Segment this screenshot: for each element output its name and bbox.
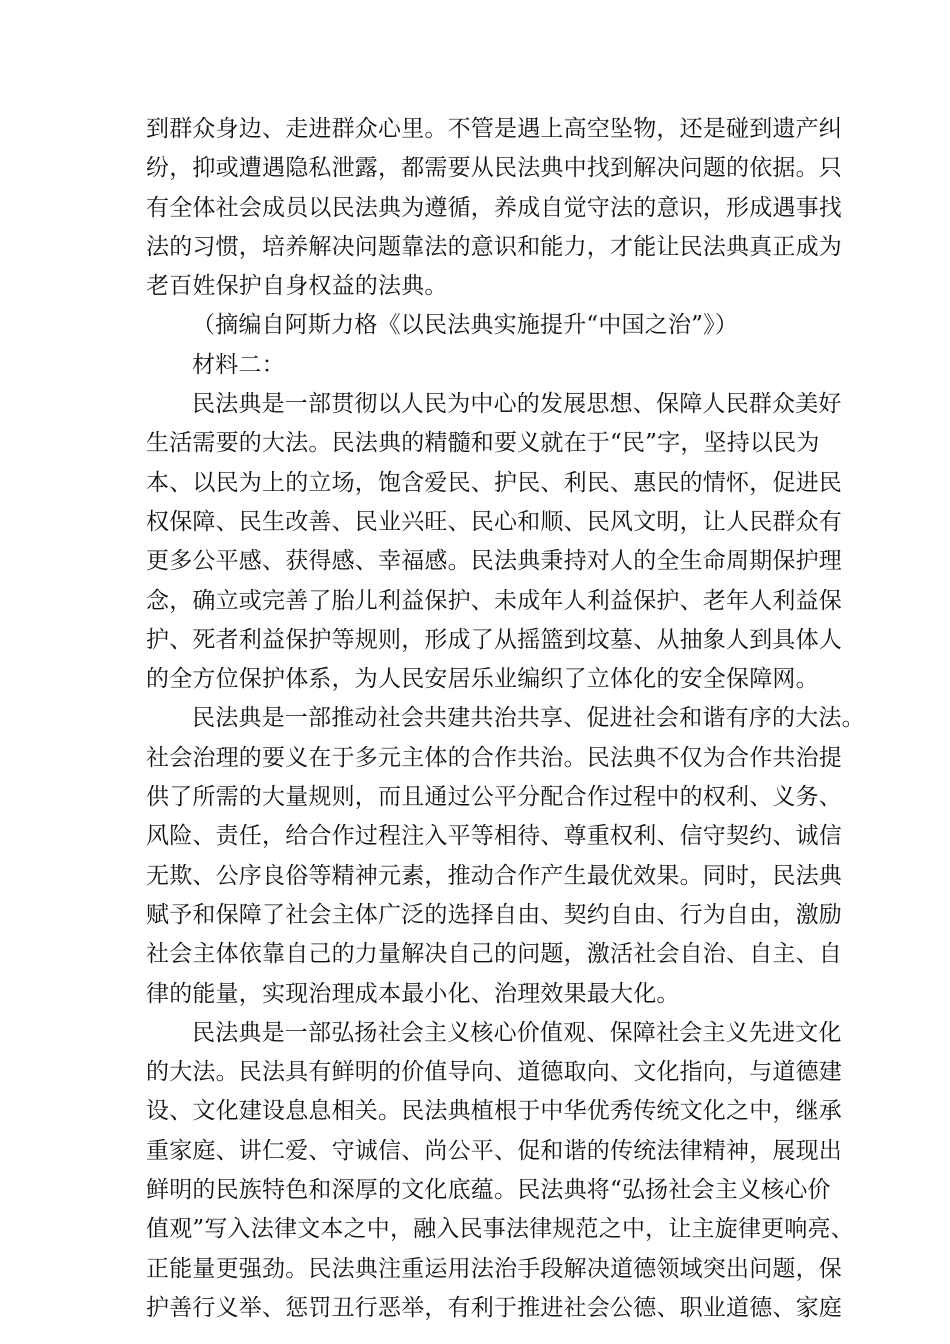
text-line: 重家庭、讲仁爱、守诚信、尚公平、促和谐的传统法律精神，展现出	[146, 1137, 842, 1164]
text-line: 护、死者利益保护等规则，形成了从摇篮到坟墓、从抽象人到具体人	[146, 626, 842, 653]
text-line: 民法典是一部推动社会共建共治共享、促进社会和谐有序的大法。	[192, 705, 865, 732]
text-line: 无欺、公序良俗等精神元素，推动合作产生最优效果。同时，民法典	[146, 862, 842, 889]
paragraph-social-governance	[146, 699, 865, 1013]
text-line: 有全体社会成员以民法典为遵循，养成自觉守法的意识，形成遇事找	[146, 194, 842, 221]
text-line: 的大法。民法具有鲜明的价值导向、道德取向、文化指向，与道德建	[146, 1059, 842, 1086]
text-line: 设、文化建设息息相关。民法典植根于中华优秀传统文化之中，继承	[146, 1098, 842, 1125]
text-line: 律的能量，实现治理成本最小化、治理效果最大化。	[146, 980, 680, 1007]
text-line: 法的习惯，培养解决问题靠法的意识和能力，才能让民法典真正成为	[146, 233, 842, 260]
text-line: 纷，抑或遭遇隐私泄露，都需要从民法典中找到解决问题的依据。只	[146, 155, 842, 182]
text-line: 护善行义举、惩罚丑行恶举，有利于推进社会公德、职业道德、家庭	[146, 1294, 842, 1321]
text-line: 风险、责任，给合作过程注入平等相待、尊重权利、信守契约、诚信	[146, 823, 842, 850]
text-line: 社会治理的要义在于多元主体的合作共治。民法典不仅为合作共治提	[146, 744, 842, 771]
text-line: 的全方位保护体系，为人民安居乐业编织了立体化的安全保障网。	[146, 666, 819, 693]
text-line: 正能量更强劲。民法典注重运用法治手段解决道德领域突出问题，保	[146, 1255, 842, 1282]
text-line: 值观”写入法律文本之中，融入民事法律规范之中，让主旋律更响亮、	[146, 1216, 854, 1243]
text-line: 权保障、民生改善、民业兴旺、民心和顺、民风文明，让人民群众有	[146, 508, 842, 535]
paragraph-people-centered	[146, 385, 842, 699]
text-line: 赋予和保障了社会主体广泛的选择自由、契约自由、行为自由，激励	[146, 901, 842, 928]
text-line: 鲜明的民族特色和深厚的文化底蕴。民法典将“弘扬社会主义核心价	[146, 1177, 831, 1204]
text-line: 供了所需的大量规则，而且通过公平分配合作过程中的权利、义务、	[146, 784, 842, 811]
text-line: 到群众身边、走进群众心里。不管是遇上高空坠物，还是碰到遗产纠	[146, 116, 842, 142]
text-line: 社会主体依靠自己的力量解决自己的问题，激活社会自治、自主、自	[146, 941, 842, 968]
text-line: 民法典是一部贯彻以人民为中心的发展思想、保障人民群众美好	[192, 391, 842, 418]
text-line: 本、以民为上的立场，饱含爱民、护民、利民、惠民的情怀，促进民	[146, 469, 842, 496]
text-line: 生活需要的大法。民法典的精髓和要义就在于“民”字，坚持以民为	[146, 430, 820, 457]
intro-paragraph	[146, 110, 842, 306]
paragraph-core-values	[146, 1014, 854, 1328]
text-line: 老百姓保护自身权益的法典。	[146, 273, 448, 300]
text-line: 更多公平感、获得感、幸福感。民法典秉持对人的全生命周期保护理	[146, 548, 842, 575]
source-note: （摘编自阿斯力格《以民法典实施提升“中国之治”》）	[192, 312, 739, 339]
document-body	[146, 110, 865, 1328]
text-line: 民法典是一部弘扬社会主义核心价值观、保障社会主义先进文化	[192, 1019, 842, 1046]
material-heading: 材料二：	[192, 351, 285, 378]
text-line: 念，确立或完善了胎儿利益保护、未成年人利益保护、老年人利益保	[146, 587, 842, 614]
